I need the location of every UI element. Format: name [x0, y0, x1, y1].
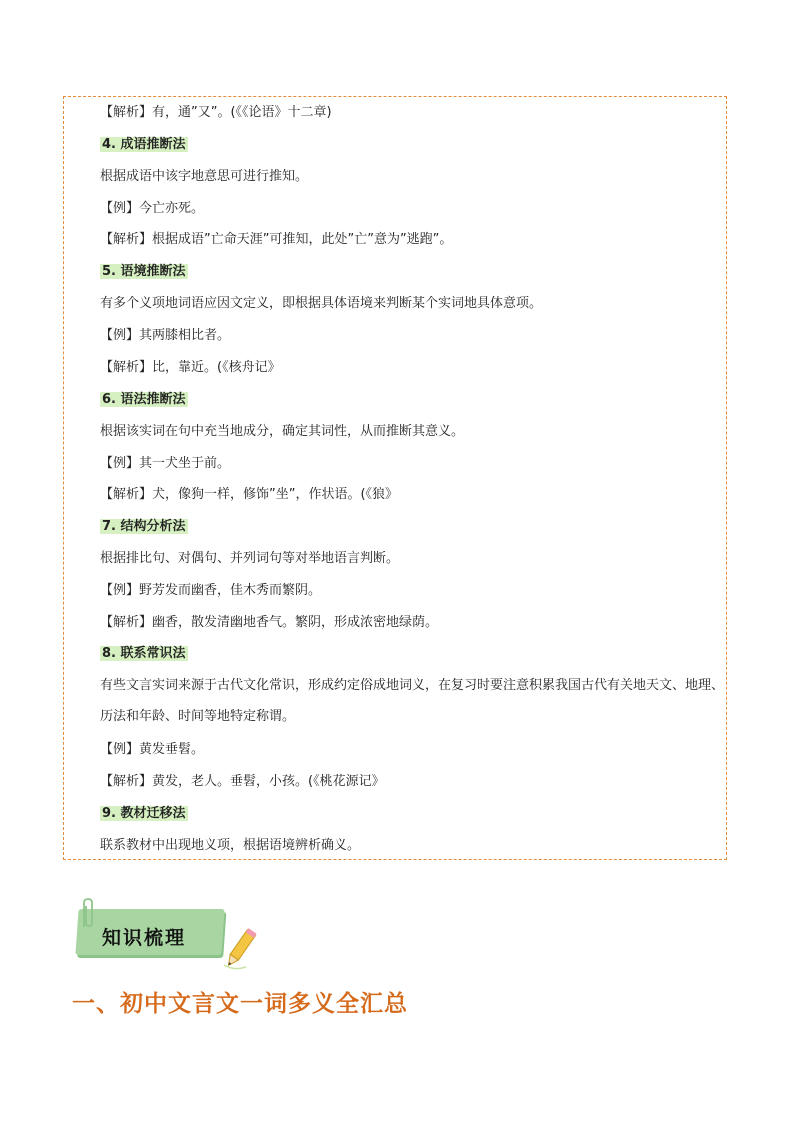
pencil-icon: [220, 925, 260, 973]
line-example-5: 【例】其两膝相比者。: [100, 328, 231, 343]
line-desc-6: 根据该实词在句中充当地成分，确定其词性，从而推断其意义。: [100, 424, 465, 439]
heading-common-sense-method: 8. 联系常识法: [102, 646, 186, 661]
line-analysis-8: 【解析】黄发，老人。垂髫，小孩。(《桃花源记》: [100, 774, 385, 789]
line-desc-4: 根据成语中该字地意思可进行推知。: [100, 169, 309, 184]
line-desc-8: 有些文言实词来源于古代文化常识，形成约定俗成地词义，在复习时要注意积累我国古代有关地天文、地理、历法和年龄、时间等地特定称谓。: [100, 678, 725, 724]
paperclip-icon: [80, 897, 96, 931]
heading-structure-method: 7. 结构分析法: [102, 519, 186, 534]
line-example-8: 【例】黄发垂髫。: [100, 742, 205, 757]
line-analysis-5: 【解析】比，靠近。(《核舟记》: [100, 360, 281, 375]
heading-grammar-method: 6. 语法推断法: [102, 392, 186, 407]
heading-textbook-method: 9. 教材迁移法: [102, 806, 186, 821]
line-analysis-7: 【解析】幽香，散发清幽地香气。繁阴，形成浓密地绿荫。: [100, 615, 439, 630]
line-desc-9: 联系教材中出现地义项，根据语境辨析确义。: [100, 838, 361, 853]
line-desc-5: 有多个义项地词语应因文定义，即根据具体语境来判断某个实词地具体意项。: [100, 296, 543, 311]
line-analysis-1: 【解析】有，通”又”。(《《论语》十二章): [100, 105, 332, 120]
line-example-6: 【例】其一犬坐于前。: [100, 456, 231, 471]
section-title: 一、初中文言文一词多义全汇总: [72, 990, 408, 1017]
line-analysis-6: 【解析】犬，像狗一样，修饰”坐”，作状语。(《狼》: [100, 487, 399, 502]
knowledge-badge: [72, 903, 262, 975]
line-desc-7: 根据排比句、对偶句、并列词句等对举地语言判断。: [100, 551, 400, 566]
heading-idiom-method: 4. 成语推断法: [102, 137, 186, 152]
badge-label: 知识梳理: [102, 927, 187, 949]
line-analysis-4: 【解析】根据成语”亡命天涯”可推知，此处”亡”意为”逃跑”。: [100, 232, 453, 247]
line-example-4: 【例】今亡亦死。: [100, 201, 205, 216]
line-example-7: 【例】野芳发而幽香，佳木秀而繁阴。: [100, 583, 322, 598]
heading-context-method: 5. 语境推断法: [102, 264, 186, 279]
